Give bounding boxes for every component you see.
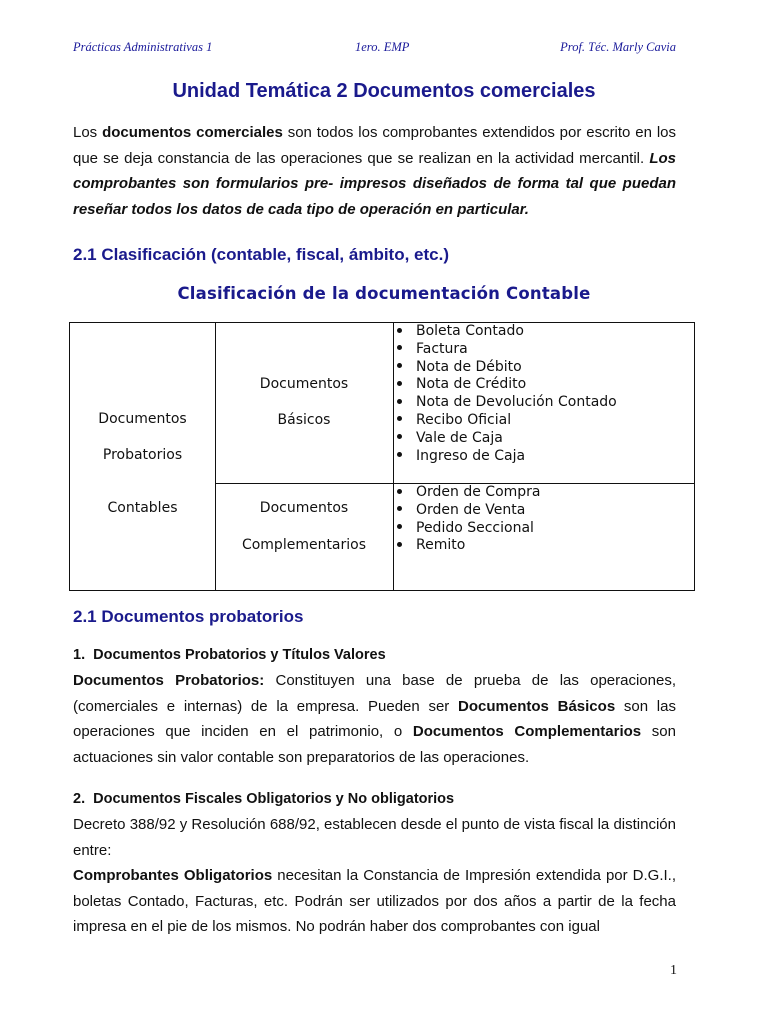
term-documentos-probatorios: Documentos Probatorios:	[73, 672, 265, 689]
subheading-probatorios-titulos: 1. Documentos Probatorios y Títulos Valores	[73, 647, 386, 663]
list-item: Remito	[397, 537, 541, 555]
list-item: Nota de Crédito	[397, 376, 617, 394]
probatorios-paragraph: Documentos Probatorios: Constituyen una base de prueba de las operaciones, (comerciales e internas) de la empresa. Pueden ser Documentos Básicos son las operaciones que inciden en el patrimonio, o Documentos Complementarios son actuaciones sin valor contable son preparatorios de las operaciones.	[73, 672, 676, 766]
cell-documentos-basicos-1: Documentos	[259, 376, 349, 392]
subheading-fiscales: 2. Documentos Fiscales Obligatorios y No obligatorios	[73, 791, 455, 807]
table-title: Clasificación de la documentación Contable	[177, 284, 591, 303]
list-item: Nota de Devolución Contado	[397, 394, 617, 412]
intro-text-pre: Los	[73, 124, 103, 141]
list-item: Pedido Seccional	[397, 520, 541, 538]
section-heading-probatorios: 2.1 Documentos probatorios	[73, 607, 304, 626]
intro-text-post: son todos los comprobantes extendidos por escrito en los que se deja constancia de las operaciones que se realizan en la actividad mercantil.	[73, 124, 676, 167]
section-heading-clasificacion: 2.1 Clasificación (contable, fiscal, ámbito, etc.)	[73, 245, 450, 264]
term-documentos-basicos: Documentos Básicos	[458, 697, 616, 715]
page-number: 1	[670, 963, 677, 978]
cell-probatorios: Probatorios	[102, 447, 183, 463]
list-item: Boleta Contado	[397, 323, 617, 341]
cell-documentos: Documentos	[98, 411, 187, 427]
basicos-list	[397, 323, 617, 465]
list-item: Ingreso de Caja	[397, 448, 617, 466]
cell-documentos-complementarios-1: Documentos	[259, 500, 349, 516]
complementarios-list	[397, 484, 541, 555]
list-item: Vale de Caja	[397, 430, 617, 448]
cell-documentos-complementarios-2: Complementarios	[241, 537, 367, 553]
header-teacher: Prof. Téc. Marly Cavia	[560, 40, 676, 54]
term-comprobantes-obligatorios: Comprobantes Obligatorios	[73, 867, 273, 884]
list-item: Nota de Débito	[397, 359, 617, 377]
intro-bold-term: documentos comerciales	[102, 124, 283, 141]
intro-paragraph	[73, 120, 676, 222]
term-documentos-complementarios: Documentos Complementarios	[412, 723, 642, 740]
cell-contables: Contables	[107, 500, 178, 516]
list-item: Recibo Oficial	[397, 412, 617, 430]
intro-emphasis: Los comprobantes son formularios pre- impresos diseñados de forma tal que puedan reseñar todos los datos de cada tipo de operación en particular.	[73, 149, 676, 218]
list-item: Orden de Venta	[397, 502, 541, 520]
header-grade: 1ero. EMP	[355, 40, 410, 54]
page-title: Unidad Temática 2 Documentos comerciales	[172, 80, 596, 102]
fiscales-paragraph: Decreto 388/92 y Resolución 688/92, establecen desde el punto de vista fiscal la distinción entre: Comprobantes Obligatorios necesitan la Constancia de Impresión extendida por D.G.I., boletas Contado, Facturas, etc. Podrán ser utilizados por dos años a partir de la fecha impresa en el pie de los mismos. No podrán haber dos comprobantes con igual	[73, 816, 676, 935]
table-divider	[393, 323, 394, 590]
list-item: Orden de Compra	[397, 484, 541, 502]
list-item: Factura	[397, 341, 617, 359]
classification-table	[69, 322, 695, 591]
cell-documentos-basicos-2: Básicos	[277, 412, 331, 428]
header-course: Prácticas Administrativas 1	[73, 40, 213, 54]
